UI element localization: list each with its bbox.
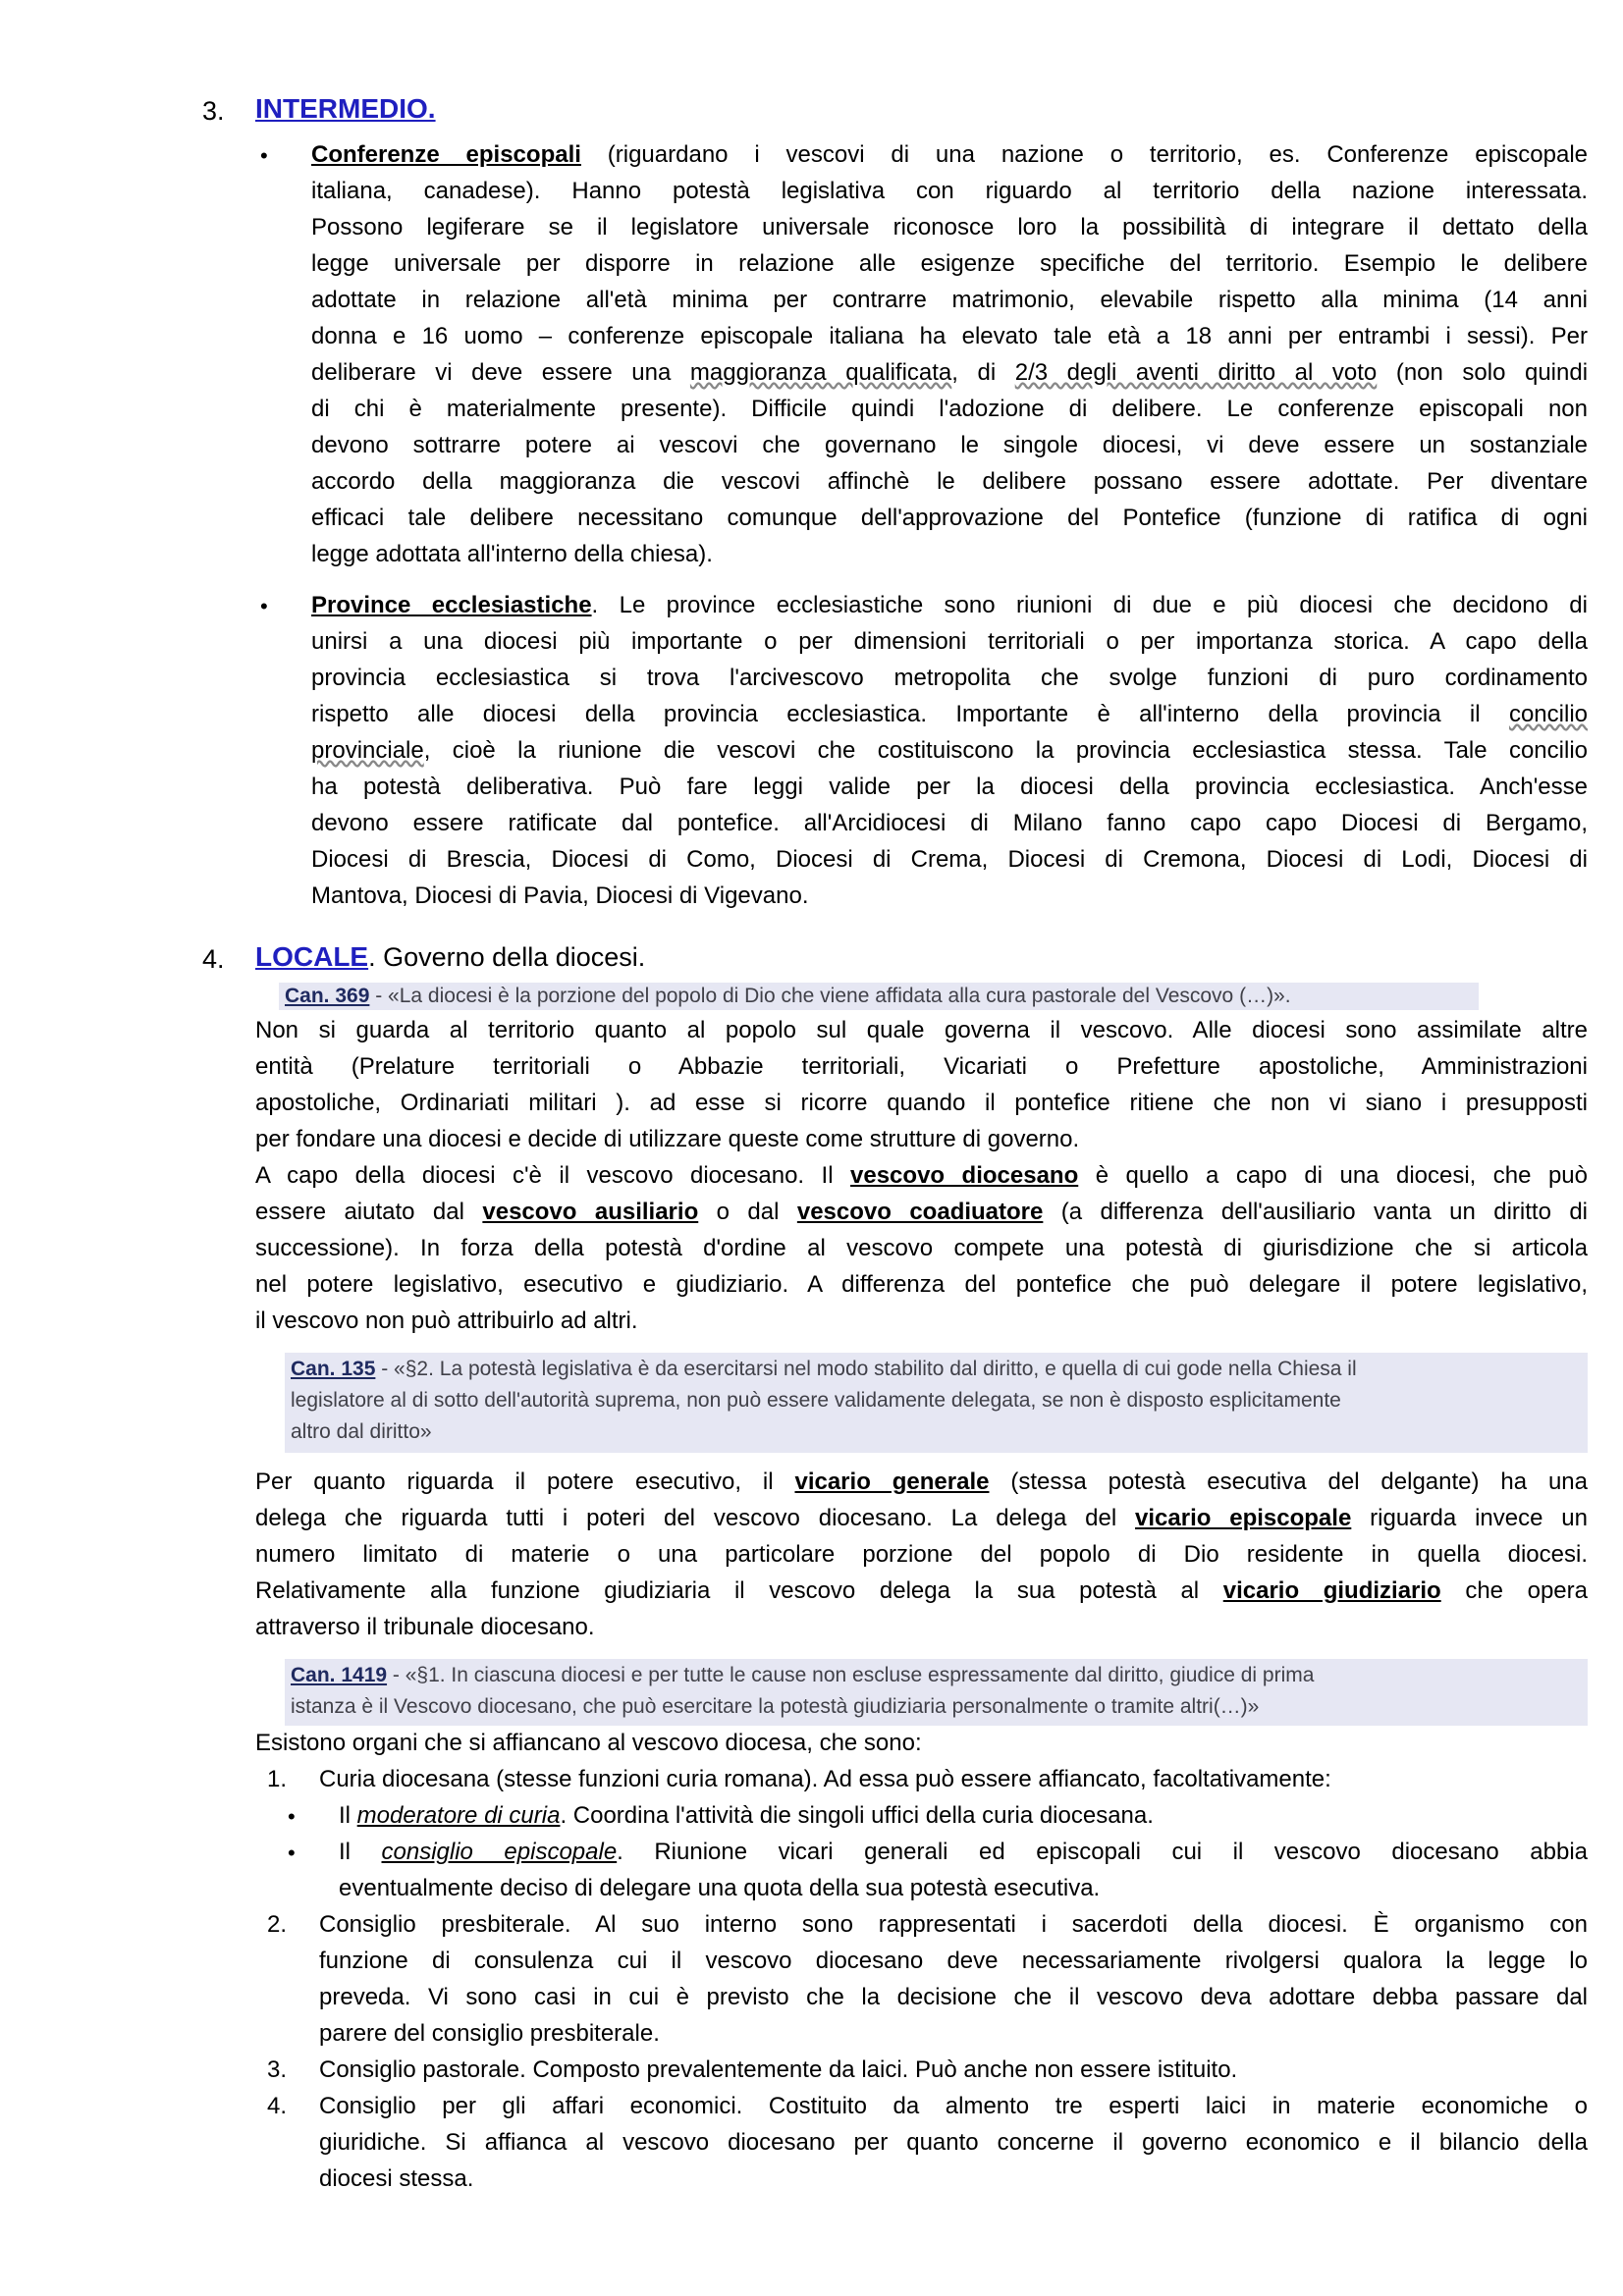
paragraph-line: di chi è materialmente presente). Difficile quindi l'adozione di delibere. Le conferenze episcopali non bbox=[311, 396, 1588, 422]
canon-text: - «La diocesi è la porzione del popolo di Dio che viene affidata alla cura pastorale del Vescovo (…)». bbox=[369, 985, 1291, 1007]
text: A capo della diocesi c'è il vescovo diocesano. Il bbox=[255, 1162, 851, 1189]
text: , di bbox=[951, 359, 1015, 386]
paragraph-line bbox=[255, 1504, 1588, 1533]
canon-ref: Can. 135 bbox=[291, 1358, 376, 1380]
list-number: 4. bbox=[267, 2093, 288, 2119]
paragraph-line: efficaci tale delibere necessitano comunque dell'approvazione del Pontefice (funzione di ratifica di ogni bbox=[311, 505, 1588, 531]
text: delega che riguarda tutti i poteri del vescovo diocesano. La delega del bbox=[255, 1505, 1136, 1531]
list-number: 1. bbox=[267, 1766, 288, 1792]
list-item: Consiglio per gli affari economici. Costituito da almento tre esperti laici in materie economiche o bbox=[319, 2093, 1588, 2119]
text: riguarda invece un bbox=[1351, 1505, 1588, 1531]
paragraph-line bbox=[255, 1161, 1588, 1191]
text: (non solo quindi bbox=[1377, 359, 1589, 386]
section-title: INTERMEDIO. bbox=[255, 93, 436, 124]
text: Il bbox=[339, 1839, 382, 1865]
section-subtitle: . Governo della diocesi. bbox=[368, 942, 646, 972]
paragraph-line: legge adottata all'interno della chiesa). bbox=[311, 541, 713, 567]
text: deliberare vi deve essere una bbox=[311, 359, 690, 386]
paragraph-line: Possono legiferare se il legislatore universale riconosce loro la possibilità di integrare il dettato della bbox=[311, 214, 1588, 240]
paragraph-line: provincia ecclesiastica si trova l'arcivescovo metropolita che svolge funzioni di puro cordinamento bbox=[311, 665, 1588, 691]
canon-ref: Can. 369 bbox=[285, 985, 370, 1007]
paragraph-line: Mantova, Diocesi di Pavia, Diocesi di Vigevano. bbox=[311, 882, 809, 909]
paragraph-line: devono essere ratificate dal pontefice. all'Arcidiocesi di Milano fanno capo capo Diocesi di Bergamo, bbox=[311, 810, 1588, 836]
list-item: funzione di consulenza cui il vescovo diocesano deve necessariamente rivolgersi qualora la legge lo bbox=[319, 1948, 1588, 1974]
section-heading bbox=[255, 942, 645, 972]
list-number: 3. bbox=[267, 2056, 288, 2083]
term-provinciale: provinciale bbox=[311, 737, 424, 764]
paragraph-line: adottate in relazione all'età minima per contrarre matrimonio, elevabile rispetto alla minima (14 anni bbox=[311, 287, 1588, 313]
text: essere aiutato dal bbox=[255, 1199, 483, 1225]
canon-quote bbox=[291, 1356, 1357, 1383]
text: . Riunione vicari generali ed episcopali cui il vescovo diocesano abbia bbox=[617, 1839, 1589, 1865]
term-vescovo-ausiliario: vescovo ausiliario bbox=[482, 1199, 699, 1225]
list-item: parere del consiglio presbiterale. bbox=[319, 2020, 660, 2047]
list-item: giuridiche. Si affianca al vescovo diocesano per quanto concerne il governo economico e il bilancio della bbox=[319, 2129, 1588, 2156]
section-title: LOCALE bbox=[255, 941, 369, 972]
paragraph-line bbox=[311, 700, 1588, 729]
text: o dal bbox=[698, 1199, 797, 1225]
term-province: Province ecclesiastiche bbox=[311, 592, 592, 618]
paragraph-line bbox=[255, 1468, 1588, 1497]
list-number: 2. bbox=[267, 1911, 288, 1938]
text: (a differenza dell'ausiliario vanta un diritto di bbox=[1043, 1199, 1589, 1225]
term-maggioranza: maggioranza qualificata bbox=[689, 359, 952, 386]
bullet-icon: • bbox=[260, 594, 268, 618]
paragraph-line bbox=[311, 736, 1588, 766]
list-item: Consiglio pastorale. Composto prevalentemente da laici. Può anche non essere istituito. bbox=[319, 2056, 1238, 2083]
term-vicario-generale: vicario generale bbox=[794, 1468, 990, 1495]
list-subitem: eventualmente deciso di delegare una quota della sua potestà esecutiva. bbox=[339, 1875, 1101, 1901]
section-number: 3. bbox=[202, 96, 225, 126]
list-subitem bbox=[339, 1838, 1588, 1867]
list-item: diocesi stessa. bbox=[319, 2165, 474, 2192]
paragraph-line bbox=[255, 1198, 1588, 1227]
bullet-icon: • bbox=[288, 1841, 296, 1865]
paragraph-line: accordo della maggioranza die vescovi affinchè le delibere possano essere adottate. Per diventare bbox=[311, 468, 1588, 495]
term-conferenze: Conferenze episcopali bbox=[311, 141, 581, 168]
paragraph-line: donna e 16 uomo – conferenze episcopale italiana ha elevato tale età a 18 anni per entrambi i sessi). Per bbox=[311, 323, 1588, 349]
text: è quello a capo di una diocesi, che può bbox=[1078, 1162, 1589, 1189]
paragraph-line: Diocesi di Brescia, Diocesi di Como, Diocesi di Crema, Diocesi di Cremona, Diocesi di Lodi, Diocesi di bbox=[311, 846, 1588, 873]
paragraph-line bbox=[311, 358, 1588, 388]
term-consiglio-episcopale: consiglio episcopale bbox=[381, 1839, 618, 1865]
canon-ref: Can. 1419 bbox=[291, 1664, 388, 1686]
text: Per quanto riguarda il potere esecutivo, il bbox=[255, 1468, 795, 1495]
bullet-icon: • bbox=[288, 1804, 296, 1829]
paragraph-line: unirsi a una diocesi più importante o per dimensioni territoriali o per importanza storica. A capo della bbox=[311, 628, 1588, 655]
list-subitem bbox=[339, 1801, 1154, 1831]
term-vescovo-coadiuatore: vescovo coadiuatore bbox=[796, 1199, 1044, 1225]
paragraph-line: ha potestà deliberativa. Può fare leggi valide per la diocesi della provincia ecclesiastica. Anch'esse bbox=[311, 774, 1588, 800]
paragraph-line: entità (Prelature territoriali o Abbazie territoriali, Vicariati o Prefetture apostoliche, Amministrazioni bbox=[255, 1053, 1588, 1080]
list-item: Curia diocesana (stesse funzioni curia romana). Ad essa può essere affiancato, facoltativamente: bbox=[319, 1766, 1331, 1792]
text: . Coordina l'attività die singoli uffici della curia diocesana. bbox=[560, 1802, 1154, 1829]
section-heading bbox=[255, 94, 436, 126]
canon-text: - «§1. In ciascuna diocesi e per tutte le cause non escluse espressamente dal diritto, giudice di prima bbox=[387, 1664, 1315, 1686]
paragraph-line bbox=[255, 1576, 1588, 1606]
text: che opera bbox=[1440, 1577, 1588, 1604]
canon-quote: istanza è il Vescovo diocesano, che può esercitare la potestà giudiziaria personalmente o tramite altri(…)» bbox=[291, 1695, 1260, 1718]
paragraph-line: successione). In forza della potestà d'ordine al vescovo compete una potestà di giurisdizione che si articola bbox=[255, 1235, 1588, 1261]
term-vicario-giudiziario: vicario giudiziario bbox=[1222, 1577, 1441, 1604]
paragraph-line: per fondare una diocesi e decide di utilizzare queste come strutture di governo. bbox=[255, 1126, 1080, 1152]
list-item: preveda. Vi sono casi in cui è previsto che la decisione che il vescovo deva adottare debba passare dal bbox=[319, 1984, 1588, 2010]
text: Relativamente alla funzione giudiziaria il vescovo delega la sua potestà al bbox=[255, 1577, 1223, 1604]
text: , cioè la riunione die vescovi che costituiscono la provincia ecclesiastica stessa. Tale concilio bbox=[423, 737, 1588, 764]
term-concilio: concilio bbox=[1508, 701, 1588, 727]
text: Il bbox=[339, 1802, 357, 1829]
term-moderatore: moderatore di curia bbox=[356, 1802, 561, 1829]
list-item: Consiglio presbiterale. Al suo interno sono rappresentati i sacerdoti della diocesi. È organismo con bbox=[319, 1911, 1588, 1938]
canon-quote bbox=[285, 983, 1291, 1010]
text: . Le province ecclesiastiche sono riunioni di due e più diocesi che decidono di bbox=[591, 592, 1588, 618]
canon-quote: legislatore al di sotto dell'autorità suprema, non può essere validamente delegata, se non è disposto esplicitamente bbox=[291, 1389, 1341, 1412]
canon-quote bbox=[291, 1662, 1314, 1689]
paragraph-line: Non si guarda al territorio quanto al popolo sul quale governa il vescovo. Alle diocesi sono assimilate altre bbox=[255, 1017, 1588, 1043]
paragraph-line: attraverso il tribunale diocesano. bbox=[255, 1614, 595, 1640]
paragraph-line: apostoliche, Ordinariati militari ). ad esse si ricorre quando il pontefice ritiene che non vi siano i presupposti bbox=[255, 1090, 1588, 1116]
paragraph-line bbox=[311, 591, 1588, 620]
text: (riguardano i vescovi di una nazione o territorio, es. Conferenze episcopale bbox=[580, 141, 1589, 168]
paragraph-line: devono sottrarre potere ai vescovi che governano le singole diocesi, vi deve essere un sostanziale bbox=[311, 432, 1588, 458]
paragraph-line: nel potere legislativo, esecutivo e giudiziario. A differenza del pontefice che può delegare il potere legislativo, bbox=[255, 1271, 1588, 1298]
canon-text: - «§2. La potestà legislativa è da esercitarsi nel modo stabilito dal diritto, e quella di cui gode nella Chiesa il bbox=[375, 1358, 1357, 1380]
text: rispetto alle diocesi della provincia ecclesiastica. Importante è all'interno della provincia il bbox=[311, 701, 1509, 727]
bullet-icon: • bbox=[260, 143, 268, 168]
term-vicario-episcopale: vicario episcopale bbox=[1135, 1505, 1352, 1531]
paragraph-line: Esistono organi che si affiancano al vescovo diocesa, che sono: bbox=[255, 1730, 922, 1756]
paragraph-line: legge universale per disporre in relazione alle esigenze specifiche del territorio. Esempio le delibere bbox=[311, 250, 1588, 277]
text: (stessa potestà esecutiva del delgante) ha una bbox=[989, 1468, 1589, 1495]
term-quorum: 2/3 degli aventi diritto al voto bbox=[1014, 359, 1378, 386]
term-vescovo-diocesano: vescovo diocesano bbox=[850, 1162, 1079, 1189]
paragraph-line: il vescovo non può attribuirlo ad altri. bbox=[255, 1308, 638, 1334]
paragraph-line bbox=[311, 140, 1588, 170]
paragraph-line: italiana, canadese). Hanno potestà legislativa con riguardo al territorio della nazione interessata. bbox=[311, 178, 1588, 204]
canon-quote: altro dal diritto» bbox=[291, 1420, 432, 1443]
paragraph-line: numero limitato di materie o una particolare porzione del popolo di Dio residente in quella diocesi. bbox=[255, 1541, 1588, 1568]
section-number: 4. bbox=[202, 944, 225, 974]
